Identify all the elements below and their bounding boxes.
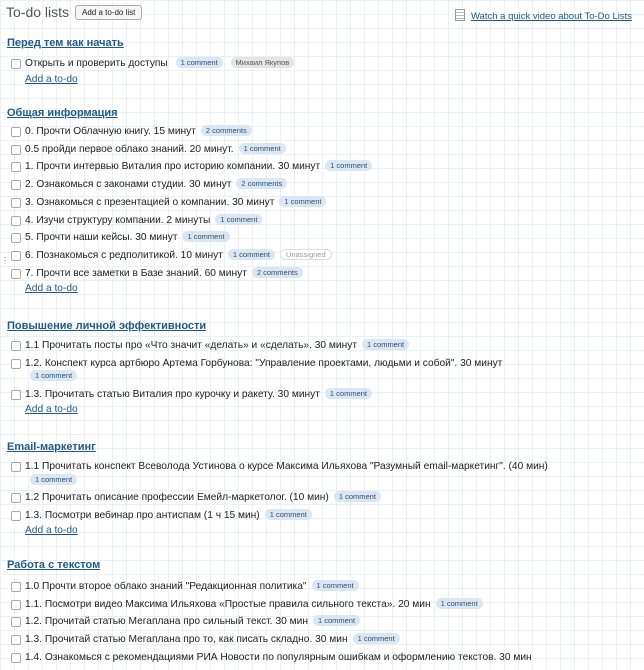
todo-item xyxy=(0,123,644,141)
list-title[interactable]: Email-маркетинг xyxy=(7,441,96,453)
todo-text[interactable]: 1.4. Ознакомься с рекомендациями РИА Новости по популярным ошибкам и оформлению текстов. 30 мин xyxy=(25,651,532,663)
todo-checkbox[interactable] xyxy=(11,653,21,663)
todo-item xyxy=(0,355,550,386)
todo-text[interactable]: 1.1 Прочитать посты про «Что значит «делать» и «сделать». 30 минут xyxy=(25,340,358,351)
todo-checkbox[interactable] xyxy=(11,511,21,521)
todo-text[interactable]: 3. Ознакомься с презентацией о компании. 30 минут xyxy=(25,196,275,208)
todo-checkbox[interactable] xyxy=(11,162,21,172)
todo-text[interactable]: 1.1. Посмотри видео Максима Ильяхова «Простые правила сильного текста». 20 мин xyxy=(25,598,431,610)
comment-badge[interactable]: 1 comment xyxy=(239,143,286,154)
todo-checkbox[interactable] xyxy=(11,341,21,351)
todo-list xyxy=(0,439,644,538)
list-title[interactable]: Работа с текстом xyxy=(7,559,101,571)
list-title[interactable]: Перед тем как начать xyxy=(7,37,124,49)
todo-item xyxy=(0,265,644,283)
comment-badge[interactable]: 1 comment xyxy=(279,196,326,207)
comment-badge[interactable]: 1 comment xyxy=(313,615,360,626)
todo-item xyxy=(0,489,644,507)
comment-badge[interactable]: 1 comment xyxy=(353,633,400,644)
todo-text[interactable]: 5. Прочти наши кейсы. 30 минут xyxy=(25,232,178,244)
comment-badge[interactable]: 1 comment xyxy=(30,474,77,485)
comment-badge[interactable]: 2 comments xyxy=(201,125,252,136)
todo-text[interactable]: 4. Изучи структуру компании. 2 минуты xyxy=(25,214,211,226)
todo-checkbox[interactable] xyxy=(11,493,21,503)
todo-checkbox[interactable] xyxy=(11,233,21,243)
drag-handle-icon[interactable]: ⋮ xyxy=(1,255,9,265)
document-icon xyxy=(455,9,465,21)
todo-list xyxy=(0,105,644,296)
todo-item xyxy=(0,507,644,525)
comment-badge[interactable]: 1 comment xyxy=(325,160,372,171)
todo-item xyxy=(0,386,644,404)
todo-text[interactable]: 1.3. Прочитай статью Мегаплана про то, как писать складно. 30 мин xyxy=(25,634,348,646)
todo-item xyxy=(0,458,555,489)
todo-list xyxy=(0,557,644,667)
todo-checkbox[interactable] xyxy=(11,180,21,190)
comment-badge[interactable]: 1 comment xyxy=(182,231,229,242)
todo-item xyxy=(0,212,644,230)
comment-badge[interactable]: 1 comment xyxy=(362,339,409,350)
todo-list xyxy=(0,318,644,417)
todo-text[interactable]: 1. Прочти интервью Виталия про историю компании. 30 минут xyxy=(25,161,321,173)
header xyxy=(0,0,644,28)
todo-text[interactable]: 1.2. Конспект курса артбюро Артема Горбунова: "Управление проектами, людьми и собой". 30 минут xyxy=(25,357,503,369)
todo-checkbox[interactable] xyxy=(11,390,21,400)
comment-badge[interactable]: 1 comment xyxy=(334,491,381,502)
todo-checkbox[interactable] xyxy=(11,216,21,226)
video-link[interactable] xyxy=(455,9,632,22)
comment-badge[interactable]: 2 comments xyxy=(236,178,287,189)
list-title[interactable]: Общая информация xyxy=(7,107,118,119)
assignee-badge[interactable]: Михаил Якупов xyxy=(231,57,295,68)
todo-list xyxy=(0,35,644,87)
todo-text[interactable]: 0. Прочти Облачную книгу. 15 минут xyxy=(25,126,196,137)
comment-badge[interactable]: 1 comment xyxy=(325,388,372,399)
todo-item xyxy=(0,613,644,631)
todo-text[interactable]: Открыть и проверить доступы xyxy=(25,58,168,69)
todo-item xyxy=(0,141,644,159)
todo-item xyxy=(0,194,644,212)
todo-text[interactable]: 1.1 Прочитать конспект Всеволода Устинова о курсе Максима Ильяхова "Разумный email-маркетинг". (40 мин) xyxy=(25,461,548,472)
todo-text[interactable]: 1.3. Прочитать статью Виталия про курочку и ракету. 30 минут xyxy=(25,388,320,400)
todo-checkbox[interactable] xyxy=(11,600,21,610)
todo-checkbox[interactable] xyxy=(11,635,21,645)
todo-item xyxy=(0,631,644,649)
todo-item xyxy=(0,337,644,355)
comment-badge[interactable]: 1 comment xyxy=(436,598,483,609)
add-todo-link[interactable]: Add a to-do xyxy=(25,283,78,295)
comment-badge[interactable]: 2 comments xyxy=(252,267,303,278)
video-link-label: Watch a quick video about To-Do Lists xyxy=(470,11,632,22)
list-title[interactable]: Повышение личной эффективности xyxy=(7,320,207,332)
todo-checkbox[interactable] xyxy=(11,251,21,261)
add-todo-link[interactable]: Add a to-do xyxy=(25,73,78,85)
todo-text[interactable]: 1.3. Посмотри вебинар про антиспам (1 ч 15 мин) xyxy=(25,509,260,521)
comment-badge[interactable]: 1 comment xyxy=(30,370,77,381)
todo-text[interactable]: 1.2. Прочитай статью Мегаплана про сильный текст. 30 мин xyxy=(25,616,308,628)
comment-badge[interactable]: 1 comment xyxy=(215,214,262,225)
todo-checkbox[interactable] xyxy=(11,359,21,369)
todo-text[interactable]: 2. Ознакомься с законами студии. 30 минут xyxy=(25,179,232,191)
todo-checkbox[interactable] xyxy=(11,198,21,208)
todo-checkbox[interactable] xyxy=(11,127,21,137)
todo-item xyxy=(0,158,644,176)
todo-item xyxy=(0,229,644,247)
comment-badge[interactable]: 1 comment xyxy=(176,57,223,68)
todo-text[interactable]: 1.0 Прочти второе облако знаний "Редакционная политика" xyxy=(25,581,307,592)
todo-checkbox[interactable] xyxy=(11,59,21,69)
todo-checkbox[interactable] xyxy=(11,617,21,627)
todo-item xyxy=(0,596,644,614)
todo-item xyxy=(0,578,644,596)
unassigned-badge[interactable]: Unassigned xyxy=(280,249,332,260)
add-todo-link[interactable]: Add a to-do xyxy=(25,404,78,416)
todo-item xyxy=(0,247,644,265)
page-title: To-do lists xyxy=(6,4,70,20)
todo-text[interactable]: 7. Прочти все заметки в Базе знаний. 60 минут xyxy=(25,267,247,279)
comment-badge[interactable]: 1 comment xyxy=(265,509,312,520)
todo-checkbox[interactable] xyxy=(11,269,21,279)
todo-text[interactable]: 1.2 Прочитать описание профессии Емейл-маркетолог. (10 мин) xyxy=(25,492,329,503)
todo-item xyxy=(0,176,644,194)
todo-item xyxy=(0,55,644,73)
todo-checkbox[interactable] xyxy=(11,145,21,155)
add-todo-link[interactable]: Add a to-do xyxy=(25,525,78,537)
todo-checkbox[interactable] xyxy=(11,582,21,592)
todo-item xyxy=(0,649,644,667)
add-todo-list-button[interactable]: Add a to-do list xyxy=(75,5,142,20)
comment-badge[interactable]: 1 comment xyxy=(312,580,359,591)
todo-text[interactable]: 0.5 пройди первое облако знаний. 20 минут. xyxy=(25,143,234,155)
todo-text[interactable]: 6. Познакомься с редполитикой. 10 минут xyxy=(25,249,223,261)
comment-badge[interactable]: 1 comment xyxy=(228,249,275,260)
todo-checkbox[interactable] xyxy=(11,462,21,472)
